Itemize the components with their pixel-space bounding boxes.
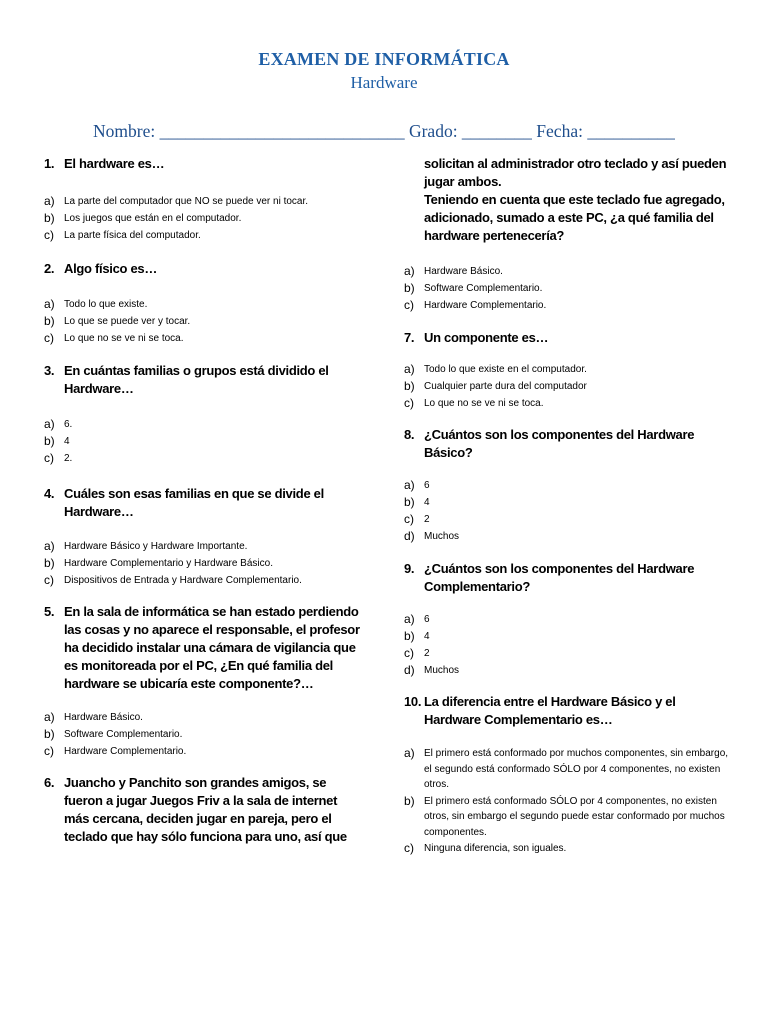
option-letter: a) <box>44 539 55 553</box>
option <box>404 477 734 494</box>
option-text: Todo lo que existe en el computador. <box>424 364 587 375</box>
option-text: Dispositivos de Entrada y Hardware Complementario. <box>64 575 302 586</box>
option-text: Hardware Complementario y Hardware Básico. <box>64 558 273 569</box>
option <box>44 193 364 210</box>
option-text: Ninguna diferencia, son iguales. <box>424 843 567 854</box>
option <box>44 330 364 347</box>
option-letter: c) <box>404 396 414 410</box>
question-4 <box>44 485 364 589</box>
option-text: Hardware Complementario. <box>64 746 187 757</box>
option-text: Hardware Complementario. <box>424 300 547 311</box>
option-letter: b) <box>404 629 415 643</box>
option <box>44 709 364 726</box>
option <box>404 793 734 841</box>
option-text: 4 <box>64 436 70 447</box>
option-letter: b) <box>44 314 55 328</box>
question-number: 1. <box>44 156 55 171</box>
option <box>404 297 734 314</box>
question-number: 9. <box>404 561 415 576</box>
option <box>404 263 734 280</box>
option-letter: c) <box>404 298 414 312</box>
option-letter: d) <box>404 529 415 543</box>
option <box>404 361 734 378</box>
option-text: Hardware Básico. <box>424 266 503 277</box>
left-column <box>44 155 364 846</box>
option-text: La parte física del computador. <box>64 230 201 241</box>
question-10 <box>404 693 734 857</box>
question-number: 5. <box>44 604 55 619</box>
option <box>44 313 364 330</box>
option-letter: b) <box>44 556 55 570</box>
option-text: Muchos <box>424 665 460 676</box>
option <box>44 296 364 313</box>
option-letter: c) <box>404 646 414 660</box>
option <box>404 280 734 297</box>
question-2 <box>44 260 364 347</box>
question-text-continued: solicitan al administrador otro teclado y así pueden jugar ambos. Teniendo en cuenta que este teclado fue agregado, adicionado, sumado a este PC, ¿a qué familia del hardware pertenecería? <box>424 156 727 243</box>
option-text: 2 <box>424 648 430 659</box>
right-column <box>404 155 734 857</box>
option-letter: c) <box>44 451 54 465</box>
option-letter: a) <box>404 478 415 492</box>
option-letter: a) <box>404 612 415 626</box>
option-letter: b) <box>404 793 415 808</box>
option-text: Lo que no se ve ni se toca. <box>424 398 544 409</box>
option <box>44 227 364 244</box>
option-letter: a) <box>404 746 415 760</box>
question-3 <box>44 362 364 467</box>
option-letter: c) <box>404 841 414 855</box>
question-number: 10. <box>404 694 422 709</box>
question-8 <box>404 426 734 545</box>
question-number: 8. <box>404 427 415 442</box>
option <box>404 745 734 793</box>
option-letter: b) <box>44 727 55 741</box>
option-text: El primero está conformado SÓLO por 4 componentes, no existen otros, sin embargo el segundo puede estar conformado por muchos componentes. <box>424 795 725 838</box>
question-number: 7. <box>404 330 415 345</box>
option <box>44 726 364 743</box>
option-text: Muchos <box>424 531 460 542</box>
option-text: Todo lo que existe. <box>64 299 148 310</box>
question-1 <box>44 155 364 244</box>
option-letter: c) <box>404 512 414 526</box>
question-6-continued <box>404 155 734 314</box>
option-text: Software Complementario. <box>424 283 543 294</box>
option-text: 2. <box>64 453 73 464</box>
option <box>404 395 734 412</box>
question-6 <box>44 774 364 846</box>
question-number: 4. <box>44 486 55 501</box>
question-number: 2. <box>44 261 55 276</box>
option-text: Cualquier parte dura del computador <box>424 381 587 392</box>
option-text: Lo que no se ve ni se toca. <box>64 333 184 344</box>
option-text: Los juegos que están en el computador. <box>64 213 242 224</box>
option-letter: c) <box>44 744 54 758</box>
option <box>404 645 734 662</box>
option-letter: d) <box>404 663 415 677</box>
question-text: ¿Cuántos son los componentes del Hardware Básico? <box>424 427 695 460</box>
option <box>404 840 734 857</box>
option-letter: b) <box>44 211 55 225</box>
question-text: Juancho y Panchito son grandes amigos, se fueron a jugar Juegos Friv a la sala de internet más cercana, deciden jugar en pareja, pero el teclado que hay sólo funciona para uno, así que <box>64 775 347 844</box>
option-text: 6 <box>424 480 430 491</box>
option <box>404 628 734 645</box>
option-letter: c) <box>44 573 54 587</box>
question-text: En cuántas familias o grupos está dividido el Hardware… <box>64 363 329 396</box>
question-text: ¿Cuántos son los componentes del Hardware Complementario? <box>424 561 695 594</box>
option-text: 6. <box>64 419 73 430</box>
question-number: 6. <box>44 775 55 790</box>
option-text: Hardware Básico y Hardware Importante. <box>64 541 248 552</box>
option-letter: a) <box>404 264 415 278</box>
question-text: Algo físico es… <box>64 261 158 276</box>
student-info-line: Nombre: ____________________________ Grado: ________ Fecha: __________ <box>93 121 675 141</box>
option-letter: c) <box>44 331 54 345</box>
option <box>44 416 364 433</box>
question-text: La diferencia entre el Hardware Básico y el Hardware Complementario es… <box>424 694 676 727</box>
question-text: Un componente es… <box>424 330 549 345</box>
option <box>44 210 364 227</box>
option-text: La parte del computador que NO se puede ver ni tocar. <box>64 196 309 207</box>
option-letter: a) <box>44 417 55 431</box>
option <box>404 494 734 511</box>
option-letter: a) <box>44 194 55 208</box>
option <box>44 450 364 467</box>
option-letter: b) <box>404 379 415 393</box>
exam-title: EXAMEN DE INFORMÁTICA <box>258 49 510 69</box>
option-text: 4 <box>424 497 430 508</box>
option <box>44 538 364 555</box>
question-9 <box>404 560 734 679</box>
exam-subtitle: Hardware <box>350 73 418 92</box>
option-text: Software Complementario. <box>64 729 183 740</box>
option-text: Lo que se puede ver y tocar. <box>64 316 191 327</box>
question-text: El hardware es… <box>64 156 165 171</box>
option-text: Hardware Básico. <box>64 712 143 723</box>
question-7 <box>404 329 734 412</box>
option-text: 6 <box>424 614 430 625</box>
option <box>404 528 734 545</box>
option-letter: a) <box>44 710 55 724</box>
option-letter: a) <box>44 297 55 311</box>
option-text: 4 <box>424 631 430 642</box>
option <box>44 555 364 572</box>
question-5 <box>44 603 364 760</box>
option <box>44 743 364 760</box>
question-number: 3. <box>44 363 55 378</box>
option-letter: b) <box>44 434 55 448</box>
option-letter: a) <box>404 362 415 376</box>
option <box>44 433 364 450</box>
option-text: El primero está conformado por muchos componentes, sin embargo, el segundo está conformado SÓLO por 4 componentes, no existen otros. <box>424 748 729 790</box>
option <box>404 378 734 395</box>
question-text: Cuáles son esas familias en que se divide el Hardware… <box>64 486 324 519</box>
option-text: 2 <box>424 514 430 525</box>
option-letter: b) <box>404 495 415 509</box>
option <box>44 572 364 589</box>
question-text: En la sala de informática se han estado perdiendo las cosas y no aparece el responsable, el profesor ha decidido instalar una cámara de vigilancia que es monitoreada por el PC, ¿En qué familia del hardware se ubicaría este componente?… <box>64 604 360 691</box>
option-letter: c) <box>44 228 54 242</box>
option <box>404 511 734 528</box>
option-letter: b) <box>404 281 415 295</box>
option <box>404 662 734 679</box>
option <box>404 611 734 628</box>
